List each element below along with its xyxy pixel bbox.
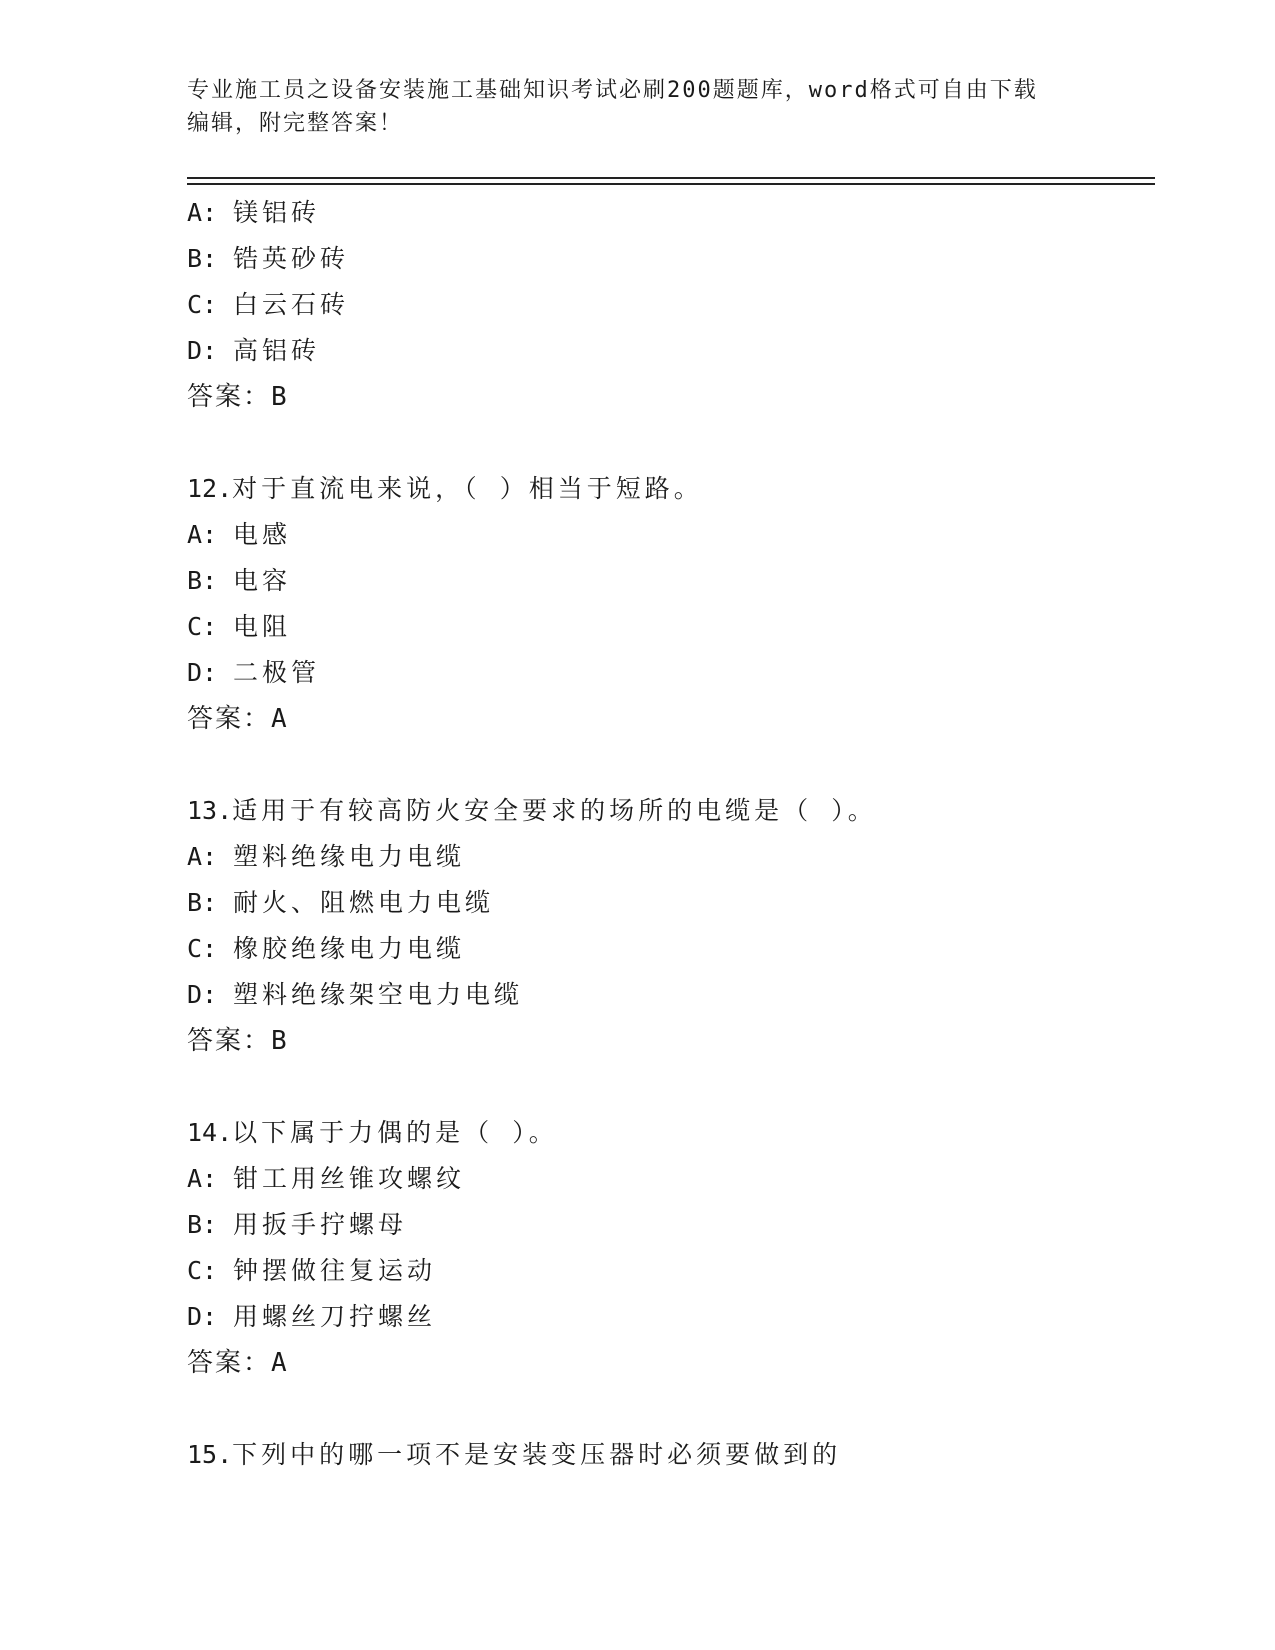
- option-text: 用扳手拧螺母: [233, 1210, 408, 1239]
- question-block-12: [187, 466, 1147, 742]
- question-block-partial: [187, 190, 1147, 420]
- option-text: 钟摆做往复运动: [233, 1256, 437, 1285]
- option-d: [187, 650, 1147, 696]
- question-stem: [187, 466, 1147, 512]
- question-stem: [187, 1432, 1147, 1478]
- spacer: [187, 1064, 1147, 1110]
- option-letter: C:: [187, 290, 218, 319]
- answer-value: A: [271, 1348, 289, 1378]
- option-letter: B:: [187, 244, 218, 273]
- option-letter: C:: [187, 612, 218, 641]
- answer-value: A: [271, 704, 289, 734]
- header-line-1: 专业施工员之设备安装施工基础知识考试必刷200题题库，word格式可自由下载: [187, 78, 1038, 103]
- question-text: 适用于有较高防火安全要求的场所的电缆是（ ）。: [232, 796, 877, 825]
- question-stem: [187, 1110, 1147, 1156]
- answer-line: [187, 1340, 1147, 1386]
- option-text: 二极管: [233, 658, 321, 687]
- option-letter: C:: [187, 934, 218, 963]
- option-letter: D:: [187, 980, 218, 1009]
- option-text: 电容: [233, 566, 292, 595]
- option-letter: A:: [187, 842, 218, 871]
- option-text: 锆英砂砖: [233, 244, 350, 273]
- answer-label: 答案：: [187, 1348, 272, 1378]
- option-letter: C:: [187, 1256, 218, 1285]
- answer-label: 答案：: [187, 1026, 272, 1056]
- option-letter: D:: [187, 336, 218, 365]
- question-number: 14.: [187, 1118, 233, 1147]
- option-b: [187, 1202, 1147, 1248]
- spacer: [187, 742, 1147, 788]
- option-c: [187, 282, 1147, 328]
- option-a: [187, 190, 1147, 236]
- question-text: 下列中的哪一项不是安装变压器时必须要做到的: [232, 1440, 842, 1469]
- question-number: 12.: [187, 474, 233, 503]
- option-b: [187, 236, 1147, 282]
- header-divider-bottom: [187, 183, 1155, 185]
- option-letter: B:: [187, 1210, 218, 1239]
- question-list: [187, 190, 1147, 1478]
- answer-value: B: [271, 1026, 289, 1056]
- header-divider-top: [187, 177, 1155, 179]
- answer-value: B: [271, 382, 289, 412]
- answer-line: [187, 1018, 1147, 1064]
- document-header: [187, 74, 1087, 140]
- question-number: 13.: [187, 796, 233, 825]
- option-text: 塑料绝缘架空电力电缆: [233, 980, 524, 1009]
- option-d: [187, 328, 1147, 374]
- option-text: 电感: [233, 520, 292, 549]
- option-letter: B:: [187, 888, 218, 917]
- answer-line: [187, 696, 1147, 742]
- spacer: [187, 420, 1147, 466]
- option-b: [187, 558, 1147, 604]
- option-letter: A:: [187, 198, 218, 227]
- option-text: 钳工用丝锥攻螺纹: [233, 1164, 466, 1193]
- option-letter: A:: [187, 520, 218, 549]
- option-b: [187, 880, 1147, 926]
- question-block-13: [187, 788, 1147, 1064]
- option-letter: B:: [187, 566, 218, 595]
- option-text: 电阻: [233, 612, 292, 641]
- spacer: [187, 1386, 1147, 1432]
- question-block-15: [187, 1432, 1147, 1478]
- option-a: [187, 512, 1147, 558]
- option-c: [187, 1248, 1147, 1294]
- answer-line: [187, 374, 1147, 420]
- option-letter: D:: [187, 1302, 218, 1331]
- answer-label: 答案：: [187, 704, 272, 734]
- answer-label: 答案：: [187, 382, 272, 412]
- question-text: 对于直流电来说，（ ）相当于短路。: [232, 474, 703, 503]
- option-letter: A:: [187, 1164, 218, 1193]
- option-text: 耐火、阻燃电力电缆: [233, 888, 495, 917]
- option-text: 高铝砖: [233, 336, 321, 365]
- option-text: 用螺丝刀拧螺丝: [233, 1302, 437, 1331]
- option-text: 白云石砖: [233, 290, 350, 319]
- header-line-2: 编辑，附完整答案！: [187, 111, 404, 136]
- option-a: [187, 834, 1147, 880]
- option-c: [187, 926, 1147, 972]
- option-d: [187, 972, 1147, 1018]
- question-text: 以下属于力偶的是（ ）。: [232, 1118, 558, 1147]
- question-block-14: [187, 1110, 1147, 1386]
- question-number: 15.: [187, 1440, 233, 1469]
- option-text: 镁铝砖: [233, 198, 321, 227]
- option-text: 橡胶绝缘电力电缆: [233, 934, 466, 963]
- option-letter: D:: [187, 658, 218, 687]
- option-d: [187, 1294, 1147, 1340]
- option-text: 塑料绝缘电力电缆: [233, 842, 466, 871]
- option-a: [187, 1156, 1147, 1202]
- question-stem: [187, 788, 1147, 834]
- option-c: [187, 604, 1147, 650]
